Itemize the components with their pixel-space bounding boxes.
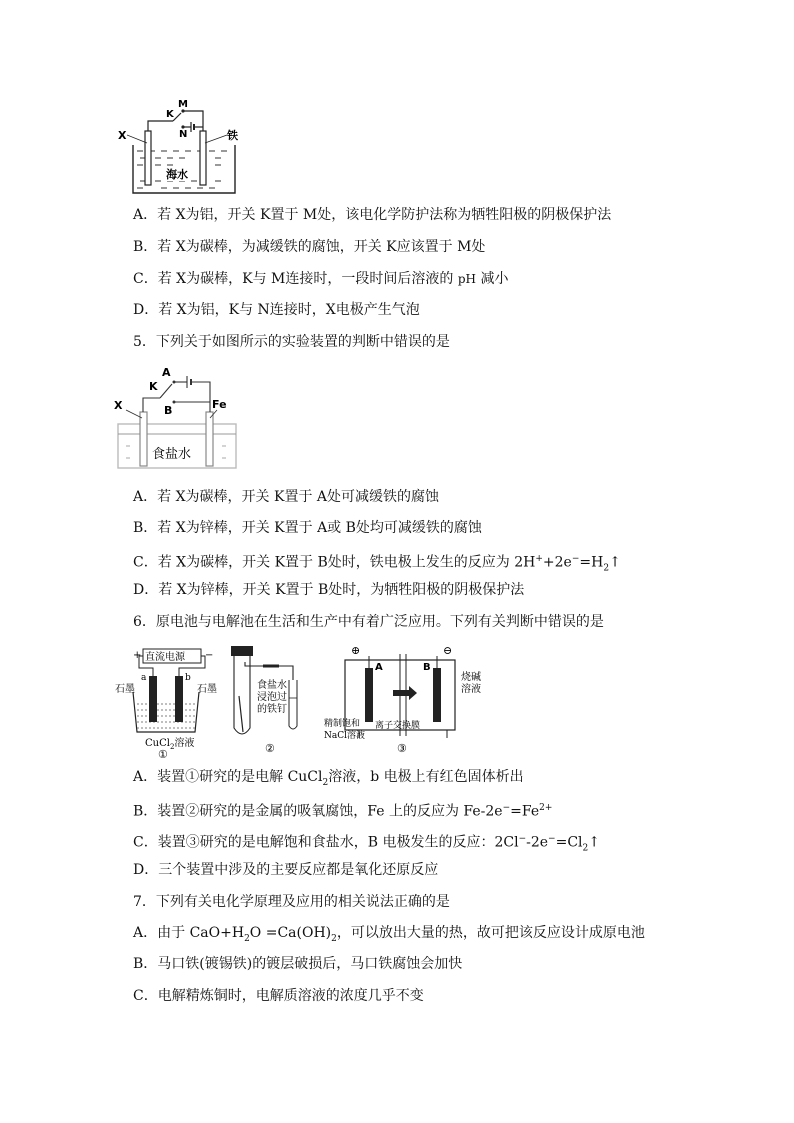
q5-option-d: D．若 X为锌棒，开关 K置于 B处时，为牺牲阳极的阴极保护法 bbox=[133, 582, 525, 598]
q6-brine-line-1: 精制饱和 bbox=[324, 719, 361, 729]
q6-graphite-left: 石墨 bbox=[115, 684, 135, 695]
q6-label-A: A bbox=[375, 662, 383, 673]
q4-option-c: C．若 X为碳棒，K与 M连接时，一段时间后溶液的 pH 减小 bbox=[133, 271, 509, 287]
q5-stem: 5．下列关于如图所示的实验装置的判断中错误的是 bbox=[133, 334, 450, 350]
q6-label-b: b bbox=[185, 673, 191, 683]
q6-nail-line-1: 食盐水 bbox=[257, 680, 287, 691]
q6-option-a: A．装置①研究的是电解 CuCl$_2$溶液，b 电极上有红色固体析出 bbox=[133, 769, 524, 788]
q6-graphite-right: 石墨 bbox=[197, 684, 217, 695]
q5-label-X: X bbox=[114, 399, 123, 412]
q6-device-2-number: ② bbox=[265, 742, 275, 755]
q5-label-solution: 食盐水 bbox=[152, 447, 192, 462]
q6-label-a: a bbox=[141, 673, 147, 683]
q6-figure bbox=[113, 640, 573, 758]
q7-stem: 7．下列有关电化学原理及应用的相关说法正确的是 bbox=[133, 894, 450, 910]
q7-option-a: A．由于 $CaO+H_2O =Ca(OH)_2$，可以放出大量的热，故可把该反应设计成原电池 bbox=[133, 925, 645, 944]
q6-plus-icon: ⊕ bbox=[351, 644, 361, 657]
q6-stem: 6．原电池与电解池在生活和生产中有着广泛应用。下列有关判断中错误的是 bbox=[133, 614, 604, 630]
q6-brine-line-2: NaCl溶液 bbox=[324, 731, 366, 741]
q6-option-b: B．装置②研究的是金属的吸氧腐蚀，Fe 上的反应为 $Fe-2e^-=Fe^{2+}$ bbox=[133, 803, 553, 820]
q7-option-b: B．马口铁(镀锡铁)的镀层破损后，马口铁腐蚀会加快 bbox=[133, 956, 463, 972]
q4-figure bbox=[115, 95, 255, 200]
q5-option-b: B．若 X为锌棒，开关 K置于 A或 B处均可减缓铁的腐蚀 bbox=[133, 520, 482, 536]
q6-label-B: B bbox=[423, 662, 431, 673]
q5-label-B: B bbox=[164, 404, 173, 417]
q4-option-a: A．若 X为铝，开关 K置于 M处，该电化学防护法称为牺牲阳极的阴极保护法 bbox=[133, 207, 612, 223]
q6-device-1-number: ① bbox=[158, 748, 168, 758]
q6-option-d: D．三个装置中涉及的主要反应都是氧化还原反应 bbox=[133, 862, 439, 878]
q5-label-Fe: Fe bbox=[212, 398, 227, 411]
q6-device-3-number: ③ bbox=[397, 742, 407, 755]
q4-label-iron: 铁 bbox=[227, 129, 238, 142]
q7-option-c: C．电解精炼铜时，电解质溶液的浓度几乎不变 bbox=[133, 988, 424, 1004]
q4-label-X: X bbox=[118, 129, 127, 142]
q6-power-label: 直流电源 bbox=[145, 652, 185, 663]
q4-label-M: M bbox=[178, 99, 188, 110]
svg-text:−: − bbox=[205, 650, 214, 661]
q5-option-c: C．若 X为碳棒，开关 K置于 B处时，铁电极上发生的反应为 $2H^++2e^-=H_2↑$ bbox=[133, 554, 621, 574]
q6-cucl2-label: CuCl$_2$溶液 bbox=[145, 738, 195, 751]
q4-option-b: B．若 X为碳棒，为减缓铁的腐蚀，开关 K应该置于 M处 bbox=[133, 239, 486, 255]
q6-minus-icon: ⊖ bbox=[443, 644, 453, 657]
q4-label-N: N bbox=[179, 129, 188, 140]
q4-label-water: 海水 bbox=[166, 168, 188, 181]
q6-naoh-line-1: 烧碱 bbox=[461, 672, 481, 683]
q6-membrane-label: 离子交换膜 bbox=[375, 721, 421, 731]
q6-nail-line-3: 的铁钉 bbox=[257, 704, 287, 715]
q4-option-d: D．若 X为铝，K与 N连接时，X电极产生气泡 bbox=[133, 302, 420, 318]
q6-naoh-line-2: 溶液 bbox=[461, 684, 481, 695]
q5-option-a: A．若 X为碳棒，开关 K置于 A处可减缓铁的腐蚀 bbox=[133, 489, 440, 505]
q5-label-A: A bbox=[162, 366, 171, 379]
q5-label-K: K bbox=[149, 380, 158, 393]
q6-option-c: C．装置③研究的是电解饱和食盐水，B 电极发生的反应：$2Cl^--2e^-=Cl_2↑$ bbox=[133, 834, 600, 854]
q5-figure bbox=[112, 362, 247, 477]
q4-label-K: K bbox=[166, 109, 174, 120]
q6-nail-line-2: 浸泡过 bbox=[257, 692, 287, 703]
svg-text:+: + bbox=[133, 650, 142, 661]
